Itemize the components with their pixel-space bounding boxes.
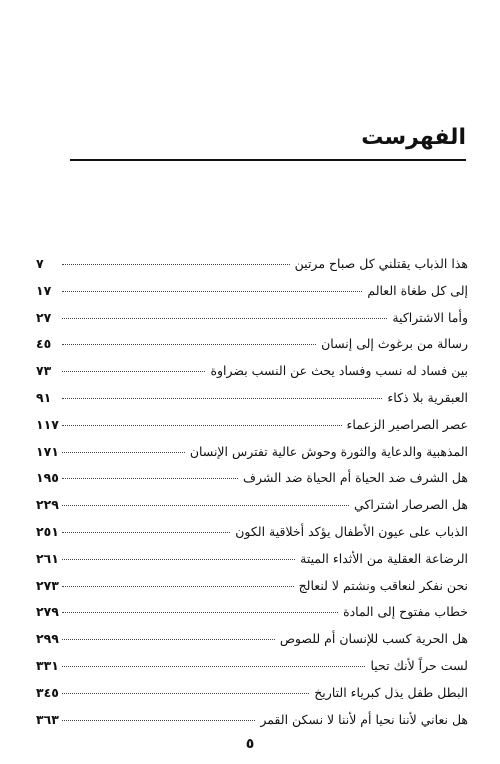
toc-row[interactable] [36,497,468,524]
toc-entry-page: ٢٩٩ [36,631,59,647]
dot-leader [62,425,342,426]
toc-entry-title: الذباب على عيون الأطفال يؤكد أخلاقية الكون [235,523,468,539]
dot-leader [62,639,275,640]
dot-leader [62,612,338,613]
toc-entry-page: ١٩٥ [36,470,59,486]
toc-entry-page: ٢٧ [36,309,52,325]
dot-leader [62,452,185,453]
toc-row[interactable] [36,256,468,283]
toc-entry-page: ٩١ [36,389,52,405]
toc-entry-page: ٢٧٣ [36,577,59,593]
toc-entry-page: ٢٧٩ [36,604,59,620]
dot-leader [62,666,365,667]
toc-entry-page: ٧٣ [36,363,52,379]
toc-entry-title: نحن نفكر لنعاقب ونشتم لا لنعالج [298,577,468,593]
toc-entry-title: هل الحرية كسب للإنسان أم للصوص [279,631,468,647]
dot-leader [62,264,290,265]
toc-entry-title: خطاب مفتوح إلى المادة [343,604,468,620]
toc-row[interactable] [36,310,468,337]
page-number: ٥ [245,736,255,752]
toc-row[interactable] [36,336,468,363]
toc-row[interactable] [36,363,468,390]
toc-entry-page: ١٧١ [36,443,59,459]
toc-entry-title: العبقرية بلا ذكاء [387,389,468,405]
dot-leader [62,586,294,587]
toc-row[interactable] [36,551,468,578]
toc-entry-title: البطل طفل يذل كبرياء التاريخ [314,684,468,700]
toc-entry-title: المذهبية والدعاية والثورة وحوش عالية تفترس الإنسان [189,443,468,459]
toc-row[interactable] [36,658,468,685]
toc-entry-page: ٢٥١ [36,523,59,539]
toc-row[interactable] [36,470,468,497]
toc-row[interactable] [36,417,468,444]
toc-entry-title: هذا الذباب يقتلني كل صباح مرتين [294,256,468,271]
dot-leader [62,398,382,399]
toc-row[interactable] [36,631,468,658]
toc-entry-page: ٣٣١ [36,657,59,673]
toc-entry-page: ١٧ [36,282,52,298]
page-title: الفهرست [361,125,466,150]
toc-entry-title: إلى كل طغاة العالم [367,282,468,298]
toc-row[interactable] [36,685,468,712]
title-rule [70,159,466,161]
toc-row[interactable] [36,604,468,631]
toc-entry-title: هل نعاني لأننا نحيا أم لأننا لا نسكن القمر [260,711,468,727]
toc-entry-title: هل الصرصار اشتراكي [354,497,468,513]
toc-row[interactable] [36,578,468,605]
toc-entry-title: الرضاعة العقلية من الأثداء الميتة [300,550,468,566]
dot-leader [62,478,238,479]
dot-leader [62,318,387,319]
toc-row[interactable] [36,712,468,739]
toc-row[interactable] [36,444,468,471]
table-of-contents [36,256,468,738]
dot-leader [62,371,205,372]
toc-row[interactable] [36,390,468,417]
toc-entry-page: ٣٤٥ [36,684,59,700]
toc-row[interactable] [36,283,468,310]
dot-leader [62,505,349,506]
dot-leader [62,291,362,292]
toc-row[interactable] [36,524,468,551]
toc-entry-title: وأما الاشتراكية [392,309,468,325]
toc-entry-title: هل الشرف ضد الحياة أم الحياة ضد الشرف [243,470,468,486]
dot-leader [62,532,230,533]
dot-leader [62,559,295,560]
toc-entry-page: ١١٧ [36,416,59,432]
toc-entry-page: ٤٥ [36,336,52,352]
dot-leader [62,344,316,345]
toc-entry-page: ٣٦٣ [36,711,59,727]
dot-leader [62,720,255,721]
toc-entry-title: رسالة من برغوث إلى إنسان [321,336,468,352]
toc-entry-page: ٧ [36,256,44,271]
toc-entry-title: عصر الصراصير الزعماء [346,416,468,432]
toc-entry-title: لست حراً لأنك تحيا [370,657,468,673]
toc-entry-page: ٢٦١ [36,550,59,566]
toc-entry-title: بين فساد له نسب وفساد يحث عن النسب بضراوة [210,363,468,379]
dot-leader [62,693,309,694]
toc-entry-page: ٢٢٩ [36,497,59,513]
